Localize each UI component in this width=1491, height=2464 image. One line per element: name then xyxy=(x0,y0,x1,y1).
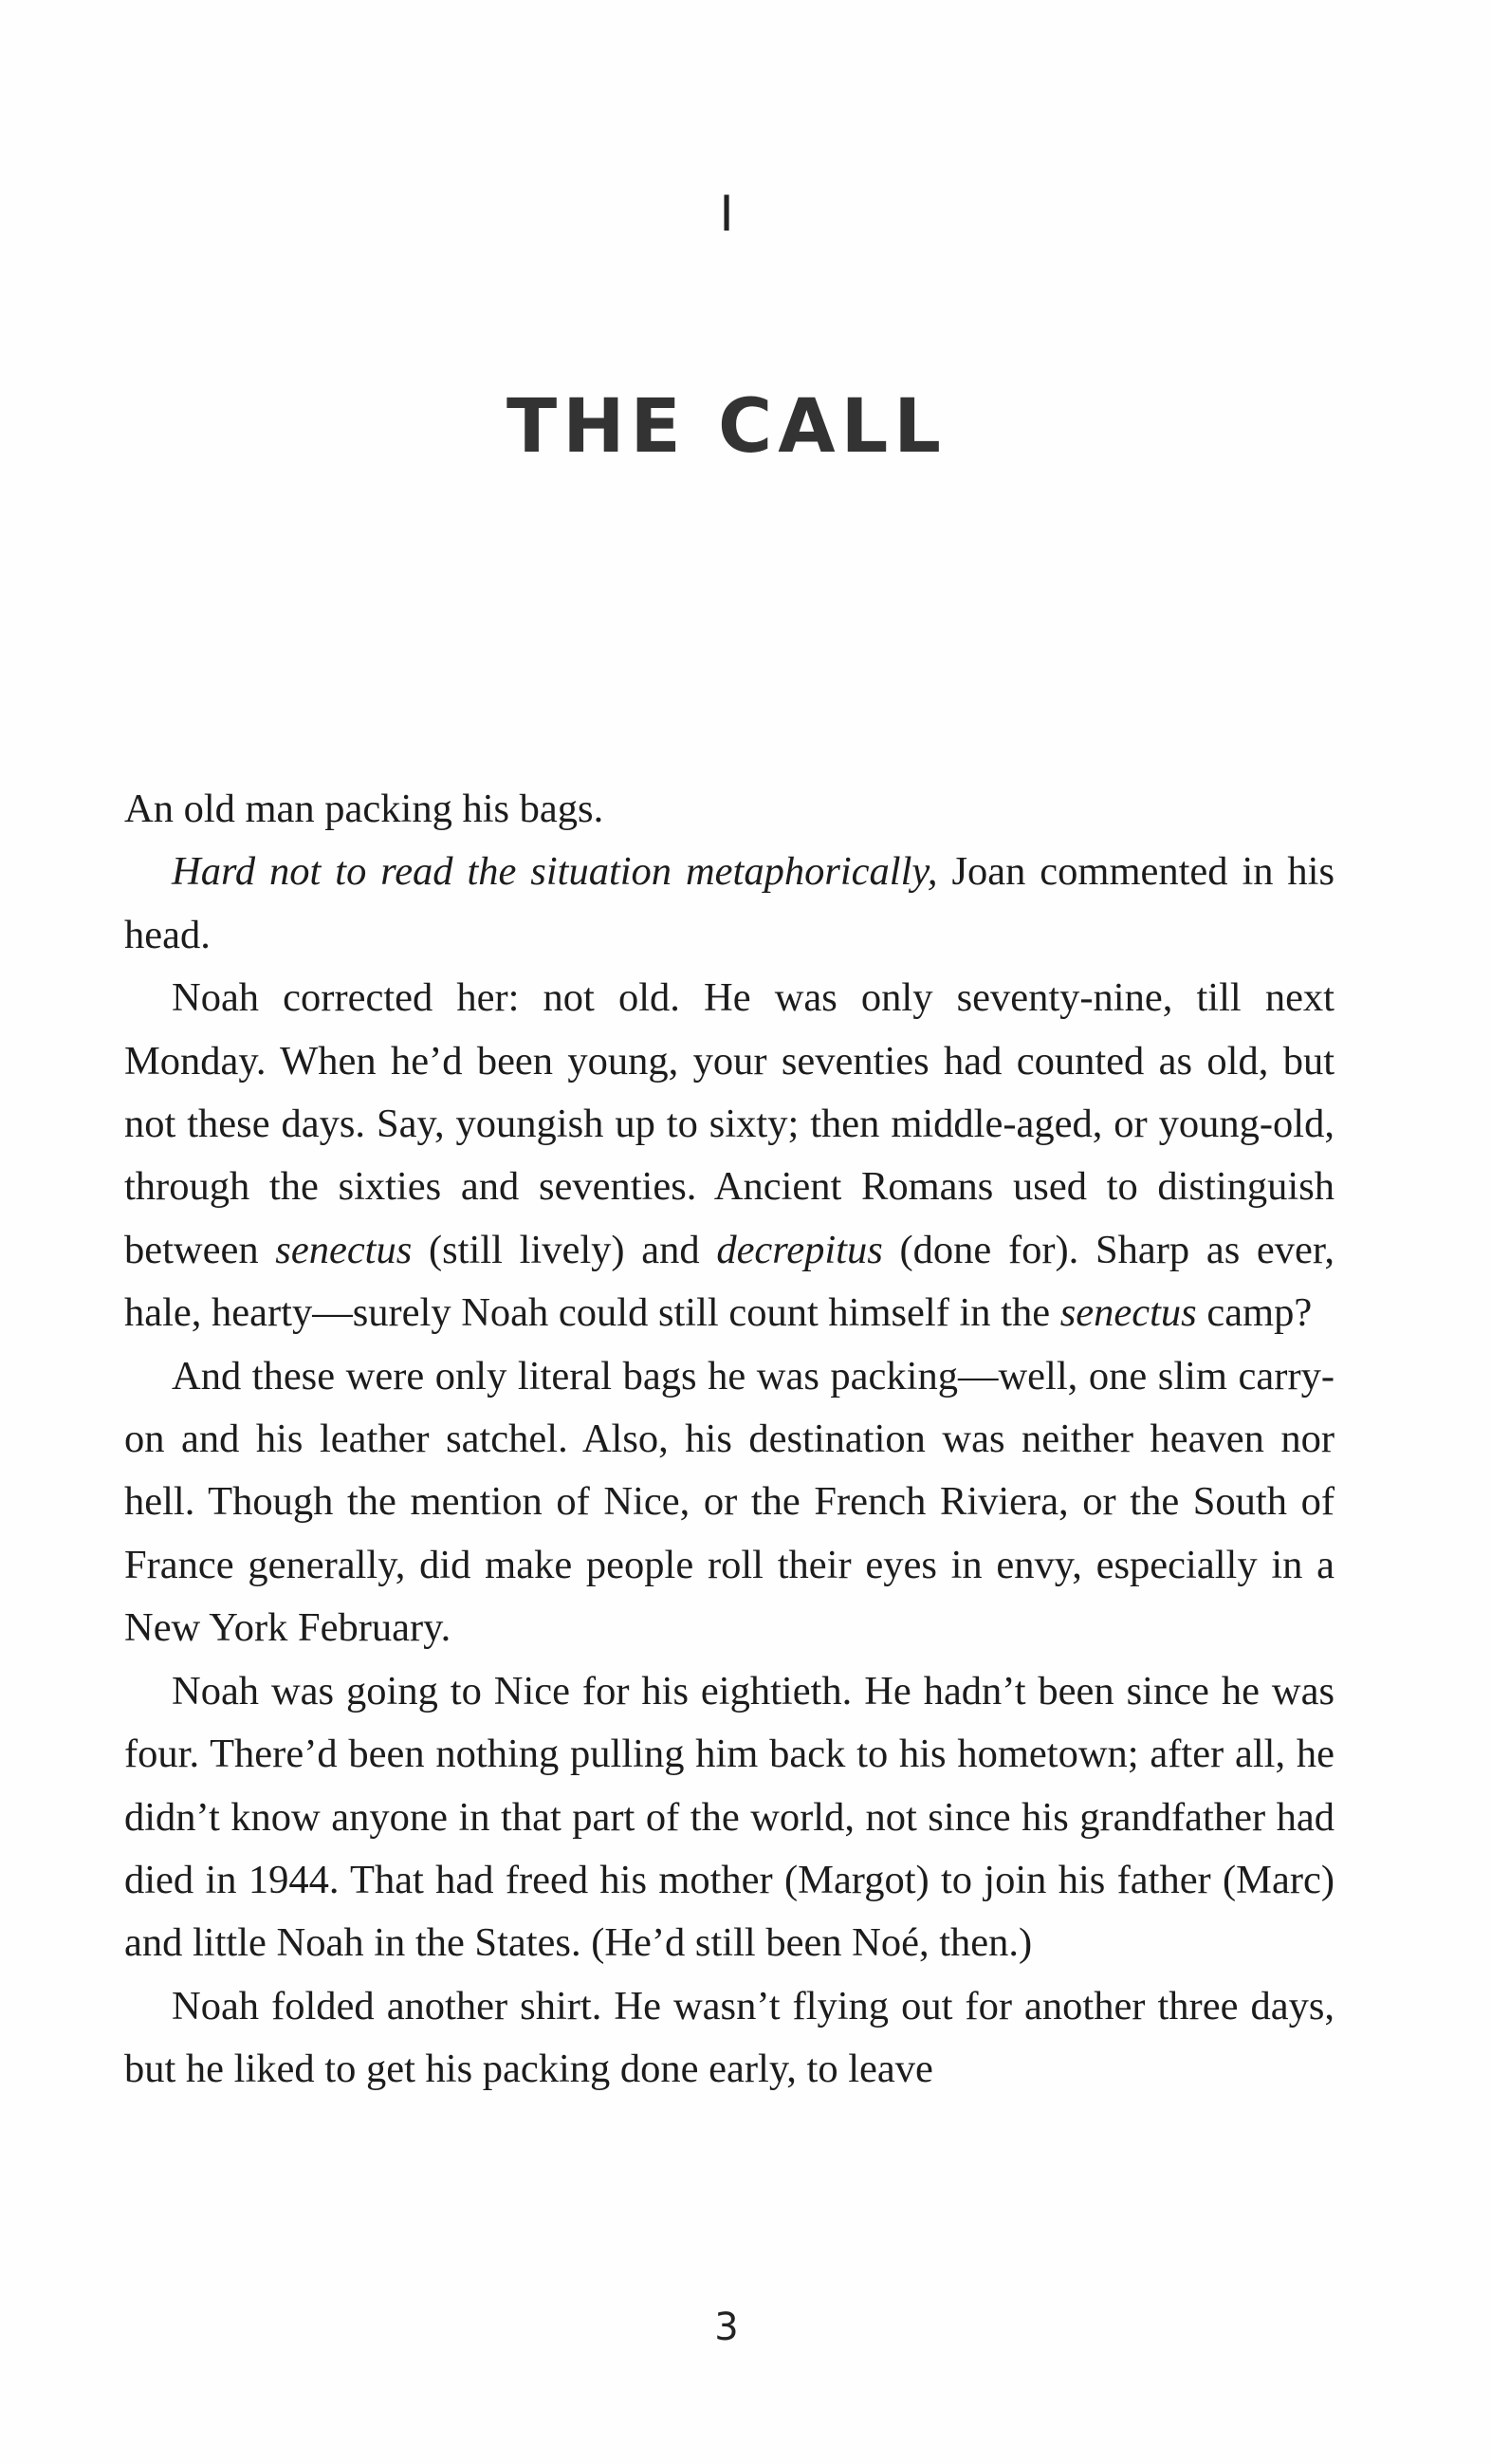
italic-term-senectus-2: senectus xyxy=(1059,1290,1197,1336)
italic-phrase: Hard not to read the situation metaphorically, xyxy=(172,849,938,895)
paragraph-1: An old man packing his bags. xyxy=(124,787,604,831)
paragraph-3-text-4: camp? xyxy=(1196,1290,1313,1336)
paragraph-3-text-3: (done for). Sharp as ever, hale, hearty—surely Noah could still count himself in the xyxy=(124,1227,1335,1336)
paragraph-3 xyxy=(124,967,1335,1344)
paragraph-6: Noah folded another shirt. He wasn’t flying out for another three days, but he liked to get his packing done early, to leave xyxy=(124,1983,1335,2092)
paragraph-4: And these were only literal bags he was packing—well, one slim carry-on and his leather satchel. Also, his destination was neither heaven nor hell. Though the mention of Nice, or the French Riviera, or the South of France generally, did make people roll their eyes in envy, especially in a New York February. xyxy=(124,1353,1335,1651)
paragraph-3-text-2: (still lively) and xyxy=(412,1227,717,1272)
paragraph-3-text-1: Noah corrected her: not old. He was only seventy-nine, till next Monday. When he’d been young, your seventies had counted as old, but not these days. Say, youngish up to sixty; then middle-aged, or young-old, through the sixties and seventies. Ancient Romans used to distinguish between xyxy=(124,975,1335,1272)
paragraph-2-text: Joan commented in his head. xyxy=(124,849,1335,957)
paragraph-5: Noah was going to Nice for his eightieth. He hadn’t been since he was four. There’d been nothing pulling him back to his hometown; after all, he didn’t know anyone in that part of the world, not since his grandfather had died in 1944. That had freed his mother (Margot) to join his father (Marc) and little Noah in the States. (He’d still been Noé, then.) xyxy=(124,1668,1335,1966)
page-number: 3 xyxy=(714,2306,739,2349)
body-text xyxy=(124,778,1335,2102)
italic-term-decrepitus: decrepitus xyxy=(716,1227,883,1272)
paragraph-2 xyxy=(124,841,1335,967)
part-number: I xyxy=(719,186,734,243)
chapter-title: THE CALL xyxy=(506,384,947,470)
italic-term-senectus: senectus xyxy=(275,1227,413,1272)
